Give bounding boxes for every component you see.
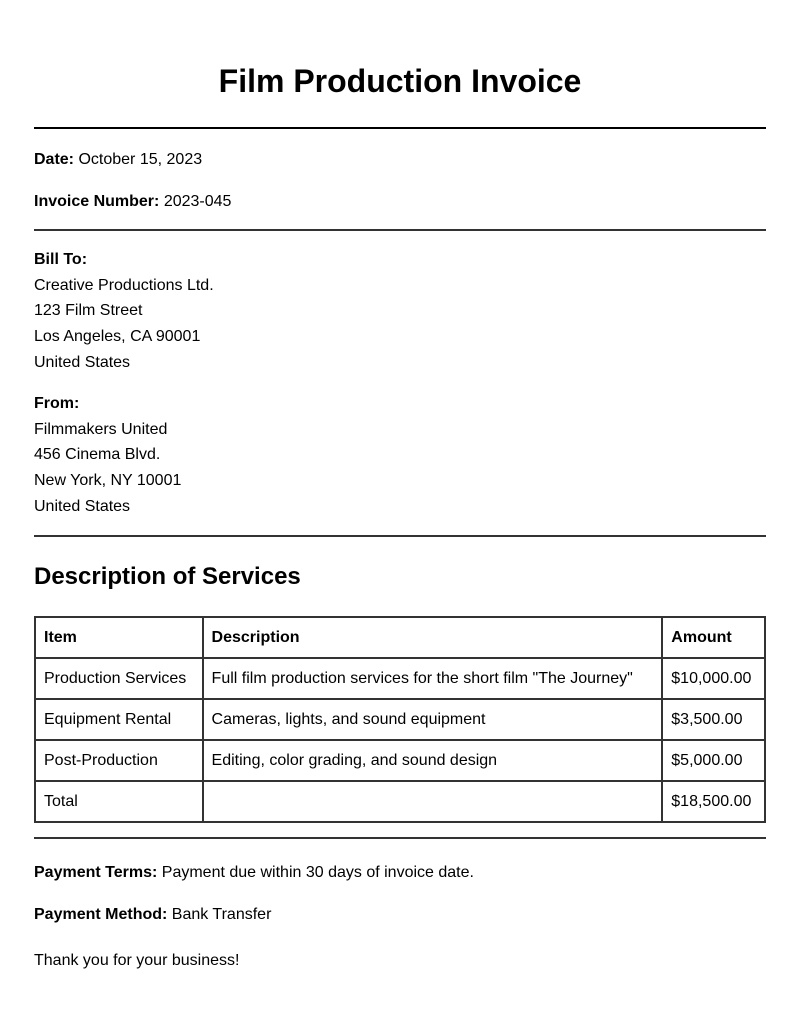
payment-method bbox=[34, 905, 271, 925]
payment-method-label: Payment Method: bbox=[34, 906, 168, 923]
invoice-number bbox=[34, 192, 231, 212]
table-row bbox=[35, 658, 765, 699]
row-amount: $3,500.00 bbox=[662, 699, 765, 740]
title-divider bbox=[34, 127, 766, 129]
row-description: Cameras, lights, and sound equipment bbox=[203, 699, 663, 740]
row-item: Post-Production bbox=[35, 740, 203, 781]
row-description: Full film production services for the short film "The Journey" bbox=[203, 658, 663, 699]
column-header-description: Description bbox=[203, 617, 663, 658]
services-heading: Description of Services bbox=[34, 563, 301, 590]
row-amount: $5,000.00 bbox=[662, 740, 765, 781]
table-header-row bbox=[35, 617, 765, 658]
bill-to-line: 123 Film Street bbox=[34, 302, 143, 320]
header-divider bbox=[34, 229, 766, 231]
table-row bbox=[35, 699, 765, 740]
table-divider bbox=[34, 837, 766, 839]
payment-method-value: Bank Transfer bbox=[171, 906, 272, 923]
row-item: Equipment Rental bbox=[35, 699, 203, 740]
payment-terms bbox=[34, 863, 474, 883]
invoice-number-label: Invoice Number: bbox=[34, 193, 160, 210]
thank-you-note: Thank you for your business! bbox=[34, 952, 240, 969]
total-row bbox=[35, 781, 765, 822]
page-title: Film Production Invoice bbox=[218, 63, 582, 99]
invoice-number-value: 2023-045 bbox=[163, 193, 232, 210]
date-value: October 15, 2023 bbox=[78, 151, 203, 168]
bill-to-block bbox=[34, 247, 214, 376]
address-divider bbox=[34, 535, 766, 537]
from-line: United States bbox=[34, 497, 131, 515]
bill-to-label: Bill To: bbox=[34, 251, 88, 268]
column-header-item: Item bbox=[35, 617, 203, 658]
bill-to-line: Creative Productions Ltd. bbox=[34, 276, 214, 294]
table-row bbox=[35, 740, 765, 781]
total-description bbox=[203, 781, 663, 822]
from-line: Filmmakers United bbox=[34, 420, 168, 438]
from-line: New York, NY 10001 bbox=[34, 472, 182, 490]
services-table bbox=[34, 616, 766, 823]
row-amount: $10,000.00 bbox=[662, 658, 765, 699]
total-amount: $18,500.00 bbox=[662, 781, 765, 822]
bill-to-line: Los Angeles, CA 90001 bbox=[34, 328, 201, 346]
invoice-date bbox=[34, 150, 202, 170]
from-block bbox=[34, 391, 181, 520]
row-description: Editing, color grading, and sound design bbox=[203, 740, 663, 781]
payment-terms-label: Payment Terms: bbox=[34, 864, 158, 881]
column-header-amount: Amount bbox=[662, 617, 765, 658]
total-label: Total bbox=[35, 781, 203, 822]
date-label: Date: bbox=[34, 151, 75, 168]
row-item: Production Services bbox=[35, 658, 203, 699]
from-line: 456 Cinema Blvd. bbox=[34, 446, 161, 464]
bill-to-line: United States bbox=[34, 353, 131, 371]
from-label: From: bbox=[34, 395, 80, 412]
payment-terms-value: Payment due within 30 days of invoice date. bbox=[161, 864, 474, 881]
